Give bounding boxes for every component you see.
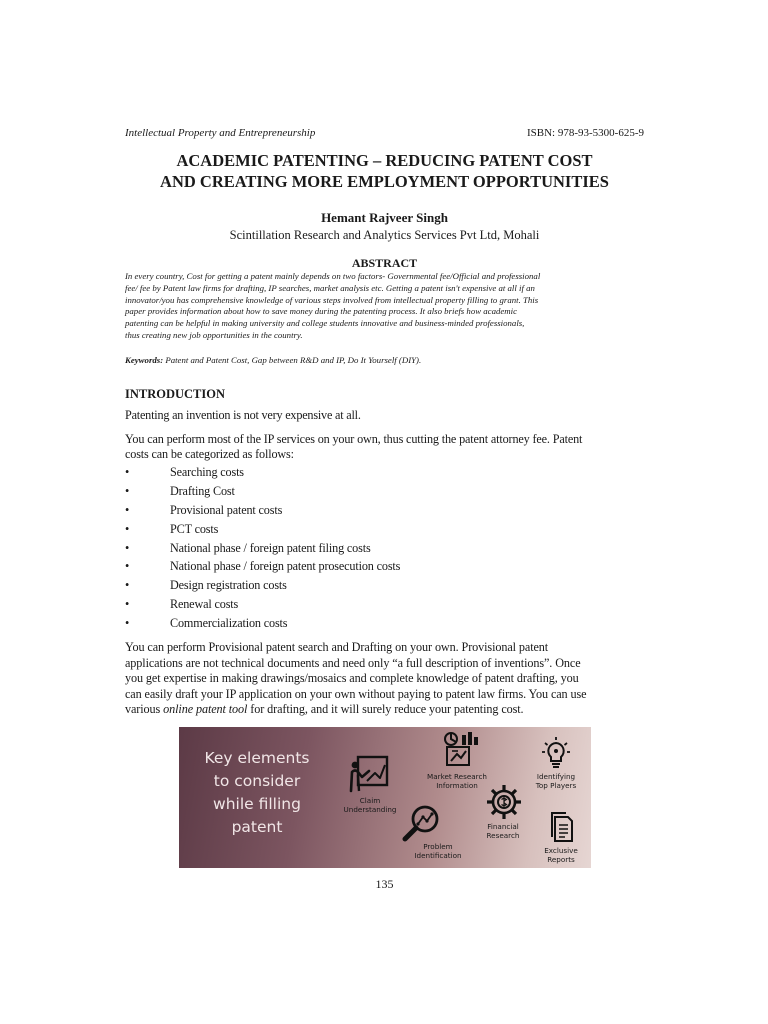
- list-item: [125, 559, 644, 578]
- text-segment: various: [125, 702, 164, 717]
- abstract-text: [125, 271, 644, 342]
- abstract-line: In every country, Cost for getting a patent mainly depends on two factors- Governmental fee/Official and professional: [125, 271, 541, 281]
- author-affiliation: Scintillation Research and Analytics Services Pvt Ltd, Mohali: [229, 228, 540, 242]
- label-line: Identifying: [536, 772, 576, 781]
- list-item-text: Drafting Cost: [170, 483, 235, 498]
- list-item: [125, 465, 644, 484]
- list-item-text: Searching costs: [170, 465, 244, 479]
- bullet-icon: •: [125, 540, 130, 555]
- list-item: [125, 616, 644, 635]
- list-item-text: PCT costs: [170, 521, 219, 536]
- document-icon: [550, 811, 574, 843]
- title-line-2: AND CREATING MORE EMPLOYMENT OPPORTUNITIES: [160, 172, 609, 191]
- list-item: [125, 578, 644, 597]
- abstract-line: fee/ fee by Patent law firms for drafting, IP searches, market analysis etc. Getting a patent isn't expensive at all if an: [125, 282, 535, 293]
- key-elements-figure: [179, 727, 591, 868]
- abstract-line: patenting can be helpful in making university and college students innovative and business-minded professionals,: [125, 318, 525, 329]
- label-line: Market Research: [427, 772, 487, 781]
- figure-title-line: while filling: [213, 795, 301, 813]
- list-item-text: National phase / foreign patent filing costs: [170, 540, 371, 555]
- paragraph-line: [125, 702, 644, 718]
- running-header: [125, 127, 644, 141]
- online-patent-tool-text: online patent tool: [163, 702, 248, 717]
- exclusive-reports-label: [535, 846, 587, 864]
- label-line: Problem: [423, 842, 453, 851]
- problem-identification-label: [405, 842, 471, 860]
- label-line: Exclusive: [544, 846, 578, 855]
- identifying-top-players-label: [525, 772, 587, 790]
- isbn: ISBN: 978-93-5300-625-9: [526, 127, 644, 139]
- journal-name: Intellectual Property and Entrepreneurship: [125, 127, 316, 139]
- list-item: [125, 503, 644, 522]
- list-item: [125, 597, 644, 616]
- cost-list: [125, 465, 644, 635]
- paragraph-line: You can perform Provisional patent search and Drafting on your own. Provisional patent: [125, 640, 549, 654]
- keywords-text: Patent and Patent Cost, Gap between R&D and IP, Do It Yourself (DIY).: [163, 355, 422, 365]
- paragraph-line: You can perform most of the IP services on your own, thus cutting the patent attorney fee. Patent: [125, 432, 583, 446]
- keywords-label: Keywords:: [125, 355, 164, 365]
- paragraph-line: can easily draft your IP application on your own without paying to patent law firms. You can use: [125, 686, 587, 701]
- label-line: Information: [436, 781, 478, 790]
- label-line: Claim: [359, 796, 381, 805]
- paper-title: [125, 150, 644, 192]
- list-item-text: National phase / foreign patent prosecution costs: [170, 559, 401, 574]
- presentation-icon: [349, 753, 391, 795]
- bullet-icon: •: [125, 521, 130, 536]
- page-number: 135: [375, 877, 394, 891]
- label-line: Identification: [414, 851, 462, 860]
- paragraph-line: applications are not technical documents and need only “a full description of inventions”. Once: [125, 655, 581, 670]
- label-line: Reports: [547, 855, 575, 864]
- title-line-1: ACADEMIC PATENTING – REDUCING PATENT COST: [176, 151, 593, 170]
- figure-title-line: patent: [231, 818, 283, 836]
- lightbulb-icon: [541, 737, 571, 771]
- list-item: [125, 541, 644, 560]
- text-segment: for drafting, and it will surely reduce your patenting cost.: [247, 702, 524, 717]
- financial-research-label: [477, 822, 529, 840]
- label-line: Research: [486, 831, 520, 840]
- author-name: Hemant Rajveer Singh: [321, 210, 448, 225]
- list-item: [125, 484, 644, 503]
- list-item-text: Renewal costs: [170, 597, 239, 612]
- list-item: [125, 522, 644, 541]
- bullet-icon: •: [125, 465, 130, 479]
- intro-paragraph-2: [125, 432, 644, 462]
- market-research-label: [419, 772, 495, 790]
- label-line: Top Players: [535, 781, 577, 790]
- list-item-text: Commercialization costs: [170, 616, 288, 631]
- abstract-line: innovator/you has comprehensive knowledge of various steps involved from intellectual property filling to grant. This: [125, 294, 539, 305]
- chart-icon: [441, 731, 481, 769]
- bullet-icon: •: [125, 502, 130, 517]
- bullet-icon: •: [125, 559, 130, 574]
- figure-title-line: Key elements: [204, 749, 310, 767]
- list-item-text: Design registration costs: [170, 578, 287, 593]
- bullet-icon: •: [125, 483, 130, 498]
- abstract-line: paper provides information about how to save money during the patenting process. It also briefs how academic: [125, 306, 517, 317]
- intro-paragraph-1: Patenting an invention is not very expensive at all.: [125, 408, 361, 422]
- list-item-text: Provisional patent costs: [170, 502, 283, 517]
- keywords: [125, 355, 644, 365]
- bullet-icon: •: [125, 578, 130, 593]
- intro-paragraph-3: [125, 640, 644, 718]
- gear-icon: [485, 783, 523, 821]
- figure-title: [193, 747, 321, 839]
- figure-title-line: to consider: [213, 772, 301, 790]
- introduction-heading: INTRODUCTION: [125, 387, 226, 401]
- label-line: Understanding: [343, 805, 397, 814]
- abstract-heading: ABSTRACT: [351, 256, 418, 270]
- abstract-line: thus creating new job opportunities in the country.: [125, 329, 303, 340]
- label-line: Financial: [487, 822, 519, 831]
- paragraph-line: costs can be categorized as follows:: [125, 447, 294, 461]
- magnifier-icon: [402, 803, 442, 843]
- bullet-icon: •: [125, 616, 130, 631]
- paragraph-line: you get expertise in making drawings/mosaics and complete knowledge of patent drafting, you: [125, 671, 579, 686]
- claim-understanding-label: [339, 796, 401, 814]
- bullet-icon: •: [125, 597, 130, 612]
